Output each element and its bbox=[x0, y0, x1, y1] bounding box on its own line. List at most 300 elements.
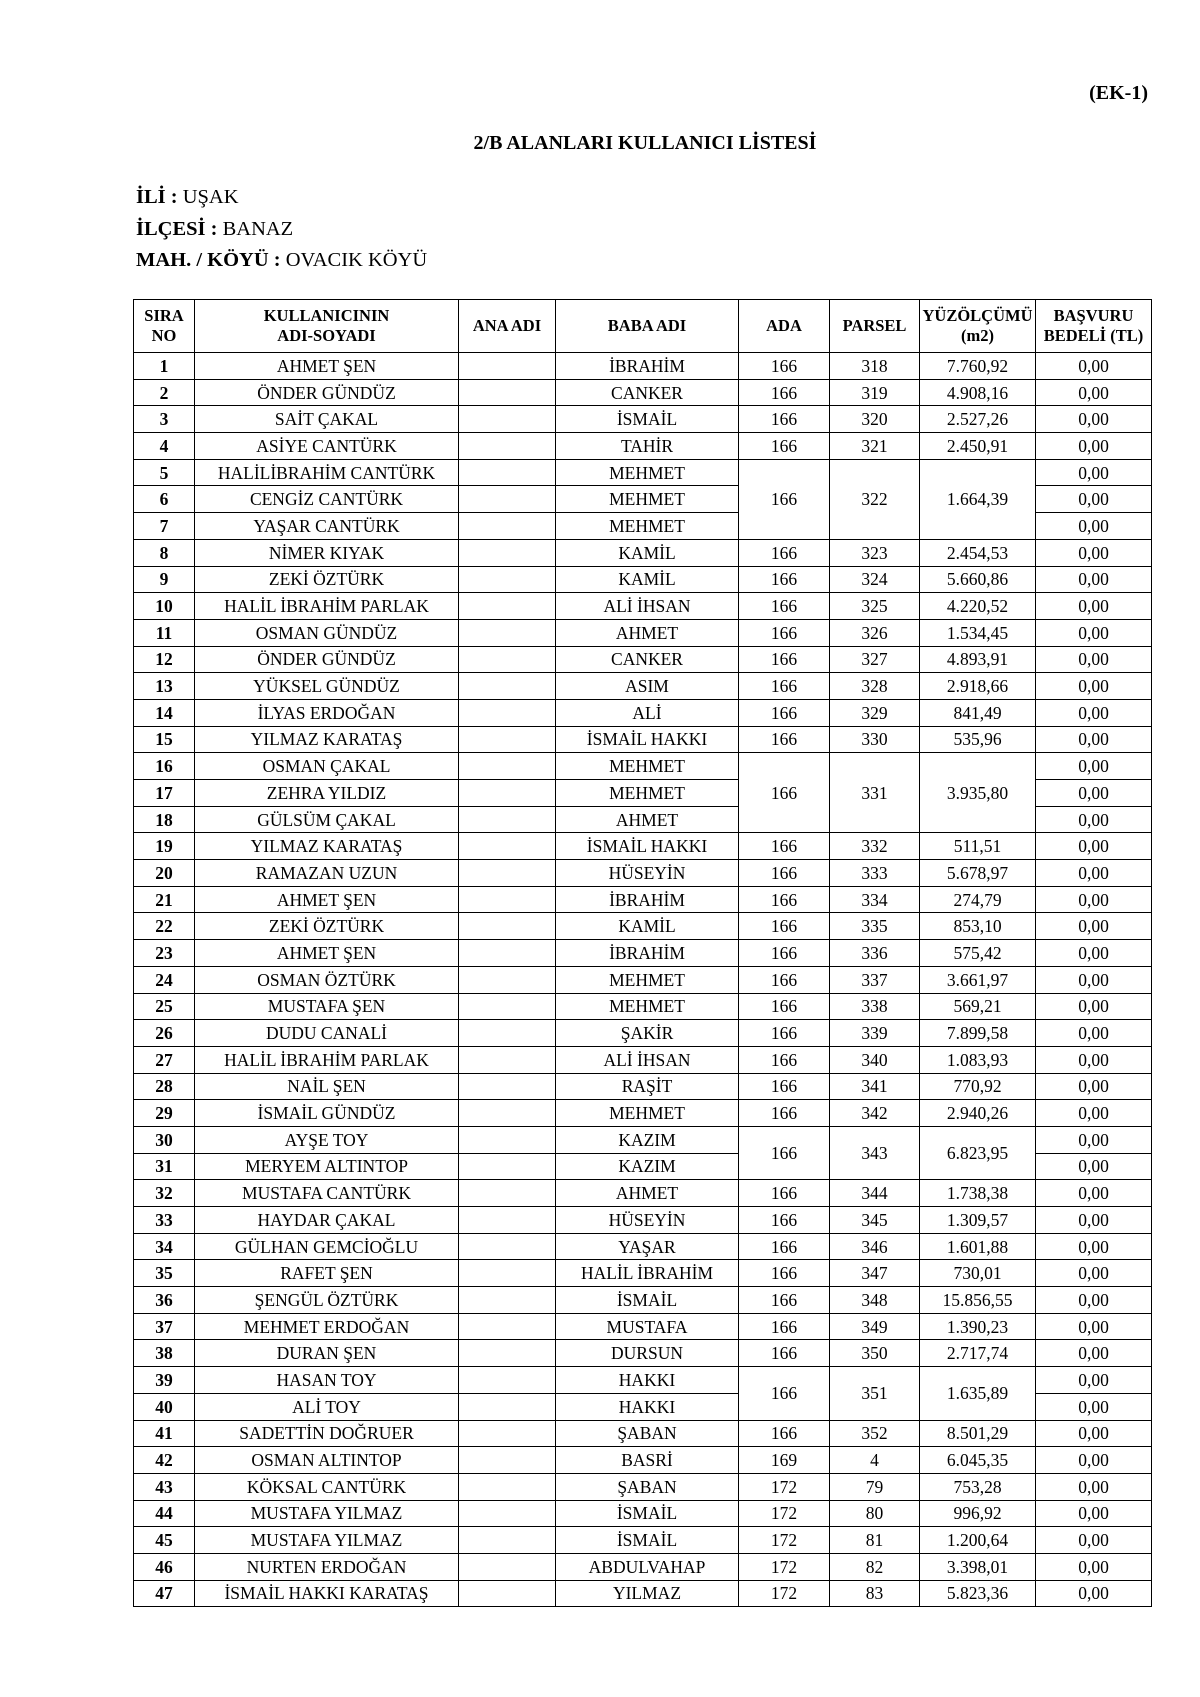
ada-number: 166 bbox=[739, 699, 830, 726]
fee-value: 0,00 bbox=[1036, 886, 1152, 913]
area-value: 996,92 bbox=[920, 1500, 1036, 1527]
area-value: 4.220,52 bbox=[920, 593, 1036, 620]
ada-number: 166 bbox=[739, 860, 830, 887]
table-row bbox=[134, 753, 1152, 780]
table-row bbox=[134, 1020, 1152, 1047]
mother-name bbox=[459, 1500, 556, 1527]
user-name: NAİL ŞEN bbox=[195, 1073, 459, 1100]
row-number: 4 bbox=[134, 433, 195, 460]
table-row bbox=[134, 539, 1152, 566]
row-number: 38 bbox=[134, 1340, 195, 1367]
ada-number: 166 bbox=[739, 646, 830, 673]
table-row bbox=[134, 966, 1152, 993]
mother-name bbox=[459, 406, 556, 433]
fee-value: 0,00 bbox=[1036, 1447, 1152, 1474]
area-value: 4.908,16 bbox=[920, 379, 1036, 406]
mother-name bbox=[459, 1207, 556, 1234]
ada-number: 166 bbox=[739, 539, 830, 566]
parsel-number: 328 bbox=[830, 673, 920, 700]
fee-value: 0,00 bbox=[1036, 1367, 1152, 1394]
parsel-number: 79 bbox=[830, 1473, 920, 1500]
father-name: YILMAZ bbox=[556, 1580, 739, 1607]
row-number: 23 bbox=[134, 940, 195, 967]
table-row bbox=[134, 566, 1152, 593]
area-value: 274,79 bbox=[920, 886, 1036, 913]
ada-number: 166 bbox=[739, 1126, 830, 1179]
ada-number: 166 bbox=[739, 433, 830, 460]
father-name: KAMİL bbox=[556, 913, 739, 940]
fee-value: 0,00 bbox=[1036, 1473, 1152, 1500]
table-row bbox=[134, 673, 1152, 700]
area-value: 1.601,88 bbox=[920, 1233, 1036, 1260]
parsel-number: 335 bbox=[830, 913, 920, 940]
row-number: 19 bbox=[134, 833, 195, 860]
area-value: 4.893,91 bbox=[920, 646, 1036, 673]
father-name: MEHMET bbox=[556, 459, 739, 486]
fee-value: 0,00 bbox=[1036, 593, 1152, 620]
header-area-line2: (m2) bbox=[961, 326, 994, 345]
user-name: YILMAZ KARATAŞ bbox=[195, 833, 459, 860]
header-area bbox=[920, 300, 1036, 353]
mother-name bbox=[459, 699, 556, 726]
father-name: MEHMET bbox=[556, 966, 739, 993]
mother-name bbox=[459, 1473, 556, 1500]
user-name: ZEKİ ÖZTÜRK bbox=[195, 913, 459, 940]
area-value: 7.899,58 bbox=[920, 1020, 1036, 1047]
area-value: 1.738,38 bbox=[920, 1180, 1036, 1207]
header-fee-line2: BEDELİ (TL) bbox=[1043, 326, 1144, 345]
table-row bbox=[134, 459, 1152, 486]
father-name: MEHMET bbox=[556, 1100, 739, 1127]
ada-number: 166 bbox=[739, 1100, 830, 1127]
province-line bbox=[136, 186, 239, 209]
user-name: ALİ TOY bbox=[195, 1393, 459, 1420]
district-value: BANAZ bbox=[217, 218, 294, 240]
user-name: MEHMET ERDOĞAN bbox=[195, 1313, 459, 1340]
father-name: ŞABAN bbox=[556, 1420, 739, 1447]
parsel-number: 319 bbox=[830, 379, 920, 406]
fee-value: 0,00 bbox=[1036, 1553, 1152, 1580]
fee-value: 0,00 bbox=[1036, 1020, 1152, 1047]
user-name: RAFET ŞEN bbox=[195, 1260, 459, 1287]
row-number: 7 bbox=[134, 513, 195, 540]
mother-name bbox=[459, 1367, 556, 1394]
row-number: 32 bbox=[134, 1180, 195, 1207]
row-number: 16 bbox=[134, 753, 195, 780]
mother-name bbox=[459, 966, 556, 993]
header-parsel: PARSEL bbox=[830, 300, 920, 353]
father-name: ASIM bbox=[556, 673, 739, 700]
ada-number: 166 bbox=[739, 1340, 830, 1367]
fee-value: 0,00 bbox=[1036, 1260, 1152, 1287]
father-name: İSMAİL HAKKI bbox=[556, 726, 739, 753]
ada-number: 166 bbox=[739, 753, 830, 833]
area-value: 575,42 bbox=[920, 940, 1036, 967]
fee-value: 0,00 bbox=[1036, 1580, 1152, 1607]
father-name: DURSUN bbox=[556, 1340, 739, 1367]
area-value: 15.856,55 bbox=[920, 1287, 1036, 1314]
user-name: İSMAİL HAKKI KARATAŞ bbox=[195, 1580, 459, 1607]
row-number: 45 bbox=[134, 1527, 195, 1554]
father-name: KAZIM bbox=[556, 1153, 739, 1180]
table-row bbox=[134, 1046, 1152, 1073]
ada-number: 172 bbox=[739, 1580, 830, 1607]
father-name: ALİ İHSAN bbox=[556, 1046, 739, 1073]
fee-value: 0,00 bbox=[1036, 913, 1152, 940]
row-number: 37 bbox=[134, 1313, 195, 1340]
user-name: ZEKİ ÖZTÜRK bbox=[195, 566, 459, 593]
table-row bbox=[134, 1340, 1152, 1367]
area-value: 6.823,95 bbox=[920, 1126, 1036, 1179]
table-row bbox=[134, 1180, 1152, 1207]
mother-name bbox=[459, 1393, 556, 1420]
table-row bbox=[134, 1207, 1152, 1234]
row-number: 2 bbox=[134, 379, 195, 406]
header-ada: ADA bbox=[739, 300, 830, 353]
user-name: OSMAN GÜNDÜZ bbox=[195, 619, 459, 646]
table-row bbox=[134, 1233, 1152, 1260]
row-number: 27 bbox=[134, 1046, 195, 1073]
table-row bbox=[134, 726, 1152, 753]
row-number: 22 bbox=[134, 913, 195, 940]
village-value: OVACIK KÖYÜ bbox=[280, 249, 428, 271]
ada-number: 166 bbox=[739, 379, 830, 406]
fee-value: 0,00 bbox=[1036, 539, 1152, 566]
father-name: HALİL İBRAHİM bbox=[556, 1260, 739, 1287]
mother-name bbox=[459, 459, 556, 486]
district-line bbox=[136, 218, 293, 241]
father-name: AHMET bbox=[556, 1180, 739, 1207]
table-row bbox=[134, 1367, 1152, 1394]
header-sira-no bbox=[134, 300, 195, 353]
father-name: İBRAHİM bbox=[556, 886, 739, 913]
mother-name bbox=[459, 1553, 556, 1580]
father-name: CANKER bbox=[556, 379, 739, 406]
parsel-number: 345 bbox=[830, 1207, 920, 1234]
header-fee-line1: BAŞVURU bbox=[1053, 306, 1134, 325]
row-number: 13 bbox=[134, 673, 195, 700]
ada-number: 166 bbox=[739, 1420, 830, 1447]
parsel-number: 348 bbox=[830, 1287, 920, 1314]
user-name: GÜLSÜM ÇAKAL bbox=[195, 806, 459, 833]
row-number: 14 bbox=[134, 699, 195, 726]
row-number: 12 bbox=[134, 646, 195, 673]
parsel-number: 341 bbox=[830, 1073, 920, 1100]
table-row bbox=[134, 1447, 1152, 1474]
father-name: İSMAİL bbox=[556, 406, 739, 433]
ada-number: 166 bbox=[739, 1287, 830, 1314]
user-name: HAYDAR ÇAKAL bbox=[195, 1207, 459, 1234]
row-number: 17 bbox=[134, 780, 195, 807]
parsel-number: 334 bbox=[830, 886, 920, 913]
area-value: 2.940,26 bbox=[920, 1100, 1036, 1127]
user-name: DURAN ŞEN bbox=[195, 1340, 459, 1367]
table-row bbox=[134, 1126, 1152, 1153]
table-row bbox=[134, 993, 1152, 1020]
father-name: CANKER bbox=[556, 646, 739, 673]
fee-value: 0,00 bbox=[1036, 1180, 1152, 1207]
user-name: RAMAZAN UZUN bbox=[195, 860, 459, 887]
father-name: İSMAİL bbox=[556, 1500, 739, 1527]
ada-number: 166 bbox=[739, 1180, 830, 1207]
user-name: AHMET ŞEN bbox=[195, 353, 459, 380]
area-value: 511,51 bbox=[920, 833, 1036, 860]
area-value: 5.660,86 bbox=[920, 566, 1036, 593]
fee-value: 0,00 bbox=[1036, 1073, 1152, 1100]
row-number: 33 bbox=[134, 1207, 195, 1234]
area-value: 5.678,97 bbox=[920, 860, 1036, 887]
table-row bbox=[134, 379, 1152, 406]
user-name: İSMAİL GÜNDÜZ bbox=[195, 1100, 459, 1127]
father-name: MEHMET bbox=[556, 486, 739, 513]
father-name: YAŞAR bbox=[556, 1233, 739, 1260]
table-body bbox=[134, 353, 1152, 1607]
fee-value: 0,00 bbox=[1036, 1287, 1152, 1314]
fee-value: 0,00 bbox=[1036, 940, 1152, 967]
parsel-number: 320 bbox=[830, 406, 920, 433]
user-name: KÖKSAL CANTÜRK bbox=[195, 1473, 459, 1500]
father-name: MEHMET bbox=[556, 513, 739, 540]
parsel-number: 318 bbox=[830, 353, 920, 380]
area-value: 1.309,57 bbox=[920, 1207, 1036, 1234]
row-number: 25 bbox=[134, 993, 195, 1020]
fee-value: 0,00 bbox=[1036, 1340, 1152, 1367]
header-sira-line1: SIRA bbox=[144, 306, 184, 325]
mother-name bbox=[459, 1313, 556, 1340]
user-name: AYŞE TOY bbox=[195, 1126, 459, 1153]
annex-label: (EK-1) bbox=[1089, 82, 1148, 104]
mother-name bbox=[459, 593, 556, 620]
header-sira-line2: NO bbox=[151, 326, 177, 345]
ada-number: 166 bbox=[739, 1367, 830, 1420]
table-row bbox=[134, 1473, 1152, 1500]
area-value: 1.664,39 bbox=[920, 459, 1036, 539]
table-row bbox=[134, 353, 1152, 380]
fee-value: 0,00 bbox=[1036, 1233, 1152, 1260]
mother-name bbox=[459, 673, 556, 700]
row-number: 3 bbox=[134, 406, 195, 433]
parsel-number: 325 bbox=[830, 593, 920, 620]
parsel-number: 343 bbox=[830, 1126, 920, 1179]
fee-value: 0,00 bbox=[1036, 433, 1152, 460]
father-name: HÜSEYİN bbox=[556, 1207, 739, 1234]
table-row bbox=[134, 1260, 1152, 1287]
mother-name bbox=[459, 1340, 556, 1367]
table-row bbox=[134, 433, 1152, 460]
mother-name bbox=[459, 539, 556, 566]
table-row bbox=[134, 1420, 1152, 1447]
area-value: 7.760,92 bbox=[920, 353, 1036, 380]
mother-name bbox=[459, 1180, 556, 1207]
table-row bbox=[134, 1100, 1152, 1127]
area-value: 2.454,53 bbox=[920, 539, 1036, 566]
area-value: 8.501,29 bbox=[920, 1420, 1036, 1447]
table-row bbox=[134, 406, 1152, 433]
user-name: OSMAN ÇAKAL bbox=[195, 753, 459, 780]
province-label: İLİ : bbox=[136, 186, 178, 208]
user-name: ÖNDER GÜNDÜZ bbox=[195, 379, 459, 406]
mother-name bbox=[459, 1527, 556, 1554]
row-number: 39 bbox=[134, 1367, 195, 1394]
area-value: 730,01 bbox=[920, 1260, 1036, 1287]
user-name: MUSTAFA YILMAZ bbox=[195, 1527, 459, 1554]
fee-value: 0,00 bbox=[1036, 566, 1152, 593]
mother-name bbox=[459, 646, 556, 673]
fee-value: 0,00 bbox=[1036, 860, 1152, 887]
table-row bbox=[134, 619, 1152, 646]
parsel-number: 352 bbox=[830, 1420, 920, 1447]
fee-value: 0,00 bbox=[1036, 1420, 1152, 1447]
parsel-number: 323 bbox=[830, 539, 920, 566]
user-name: AHMET ŞEN bbox=[195, 886, 459, 913]
header-area-line1: YÜZÖLÇÜMÜ bbox=[922, 306, 1033, 325]
fee-value: 0,00 bbox=[1036, 1313, 1152, 1340]
parsel-number: 81 bbox=[830, 1527, 920, 1554]
fee-value: 0,00 bbox=[1036, 1393, 1152, 1420]
user-list-table bbox=[133, 299, 1152, 1607]
row-number: 6 bbox=[134, 486, 195, 513]
father-name: MEHMET bbox=[556, 993, 739, 1020]
row-number: 34 bbox=[134, 1233, 195, 1260]
mother-name bbox=[459, 1580, 556, 1607]
document-title: 2/B ALANLARI KULLANICI LİSTESİ bbox=[473, 132, 817, 154]
user-name: CENGİZ CANTÜRK bbox=[195, 486, 459, 513]
parsel-number: 336 bbox=[830, 940, 920, 967]
mother-name bbox=[459, 566, 556, 593]
mother-name bbox=[459, 726, 556, 753]
father-name: MUSTAFA bbox=[556, 1313, 739, 1340]
row-number: 20 bbox=[134, 860, 195, 887]
fee-value: 0,00 bbox=[1036, 406, 1152, 433]
header-mother-name: ANA ADI bbox=[459, 300, 556, 353]
parsel-number: 333 bbox=[830, 860, 920, 887]
village-line bbox=[136, 249, 427, 272]
parsel-number: 342 bbox=[830, 1100, 920, 1127]
fee-value: 0,00 bbox=[1036, 1126, 1152, 1153]
parsel-number: 83 bbox=[830, 1580, 920, 1607]
row-number: 18 bbox=[134, 806, 195, 833]
fee-value: 0,00 bbox=[1036, 646, 1152, 673]
ada-number: 166 bbox=[739, 353, 830, 380]
fee-value: 0,00 bbox=[1036, 513, 1152, 540]
father-name: HÜSEYİN bbox=[556, 860, 739, 887]
table-row bbox=[134, 913, 1152, 940]
mother-name bbox=[459, 619, 556, 646]
parsel-number: 339 bbox=[830, 1020, 920, 1047]
ada-number: 166 bbox=[739, 726, 830, 753]
row-number: 26 bbox=[134, 1020, 195, 1047]
user-name: MUSTAFA ŞEN bbox=[195, 993, 459, 1020]
user-name: İLYAS ERDOĞAN bbox=[195, 699, 459, 726]
fee-value: 0,00 bbox=[1036, 459, 1152, 486]
mother-name bbox=[459, 1020, 556, 1047]
table-row bbox=[134, 833, 1152, 860]
ada-number: 166 bbox=[739, 406, 830, 433]
ada-number: 166 bbox=[739, 1073, 830, 1100]
user-name: ÖNDER GÜNDÜZ bbox=[195, 646, 459, 673]
father-name: ŞAKİR bbox=[556, 1020, 739, 1047]
father-name: HAKKI bbox=[556, 1367, 739, 1394]
row-number: 31 bbox=[134, 1153, 195, 1180]
parsel-number: 332 bbox=[830, 833, 920, 860]
row-number: 40 bbox=[134, 1393, 195, 1420]
mother-name bbox=[459, 1073, 556, 1100]
ada-number: 166 bbox=[739, 593, 830, 620]
village-label: MAH. / KÖYÜ : bbox=[136, 249, 281, 271]
parsel-number: 327 bbox=[830, 646, 920, 673]
row-number: 28 bbox=[134, 1073, 195, 1100]
ada-number: 172 bbox=[739, 1473, 830, 1500]
table-row bbox=[134, 593, 1152, 620]
area-value: 1.635,89 bbox=[920, 1367, 1036, 1420]
mother-name bbox=[459, 1233, 556, 1260]
parsel-number: 347 bbox=[830, 1260, 920, 1287]
fee-value: 0,00 bbox=[1036, 673, 1152, 700]
user-name: MUSTAFA YILMAZ bbox=[195, 1500, 459, 1527]
fee-value: 0,00 bbox=[1036, 806, 1152, 833]
fee-value: 0,00 bbox=[1036, 1153, 1152, 1180]
fee-value: 0,00 bbox=[1036, 1046, 1152, 1073]
user-name: AHMET ŞEN bbox=[195, 940, 459, 967]
header-fee bbox=[1036, 300, 1152, 353]
father-name: KAZIM bbox=[556, 1126, 739, 1153]
mother-name bbox=[459, 486, 556, 513]
area-value: 3.398,01 bbox=[920, 1553, 1036, 1580]
mother-name bbox=[459, 1260, 556, 1287]
ada-number: 166 bbox=[739, 993, 830, 1020]
header-father-name: BABA ADI bbox=[556, 300, 739, 353]
area-value: 3.935,80 bbox=[920, 753, 1036, 833]
father-name: TAHİR bbox=[556, 433, 739, 460]
area-value: 770,92 bbox=[920, 1073, 1036, 1100]
area-value: 569,21 bbox=[920, 993, 1036, 1020]
fee-value: 0,00 bbox=[1036, 1100, 1152, 1127]
mother-name bbox=[459, 353, 556, 380]
ada-number: 166 bbox=[739, 459, 830, 539]
user-name: HALİLİBRAHİM CANTÜRK bbox=[195, 459, 459, 486]
row-number: 15 bbox=[134, 726, 195, 753]
province-value: UŞAK bbox=[177, 186, 239, 208]
father-name: ŞABAN bbox=[556, 1473, 739, 1500]
ada-number: 166 bbox=[739, 886, 830, 913]
ada-number: 166 bbox=[739, 619, 830, 646]
fee-value: 0,00 bbox=[1036, 993, 1152, 1020]
father-name: İBRAHİM bbox=[556, 353, 739, 380]
parsel-number: 330 bbox=[830, 726, 920, 753]
father-name: ABDULVAHAP bbox=[556, 1553, 739, 1580]
parsel-number: 321 bbox=[830, 433, 920, 460]
user-name: YAŞAR CANTÜRK bbox=[195, 513, 459, 540]
table-row bbox=[134, 646, 1152, 673]
father-name: RAŞİT bbox=[556, 1073, 739, 1100]
ada-number: 166 bbox=[739, 966, 830, 993]
user-name: NİMER KIYAK bbox=[195, 539, 459, 566]
father-name: AHMET bbox=[556, 806, 739, 833]
user-name: ASİYE CANTÜRK bbox=[195, 433, 459, 460]
mother-name bbox=[459, 886, 556, 913]
mother-name bbox=[459, 913, 556, 940]
fee-value: 0,00 bbox=[1036, 1527, 1152, 1554]
user-name: HALİL İBRAHİM PARLAK bbox=[195, 1046, 459, 1073]
fee-value: 0,00 bbox=[1036, 726, 1152, 753]
table-row bbox=[134, 1073, 1152, 1100]
row-number: 21 bbox=[134, 886, 195, 913]
user-name: SAİT ÇAKAL bbox=[195, 406, 459, 433]
father-name: İSMAİL HAKKI bbox=[556, 833, 739, 860]
fee-value: 0,00 bbox=[1036, 966, 1152, 993]
ada-number: 166 bbox=[739, 913, 830, 940]
row-number: 42 bbox=[134, 1447, 195, 1474]
